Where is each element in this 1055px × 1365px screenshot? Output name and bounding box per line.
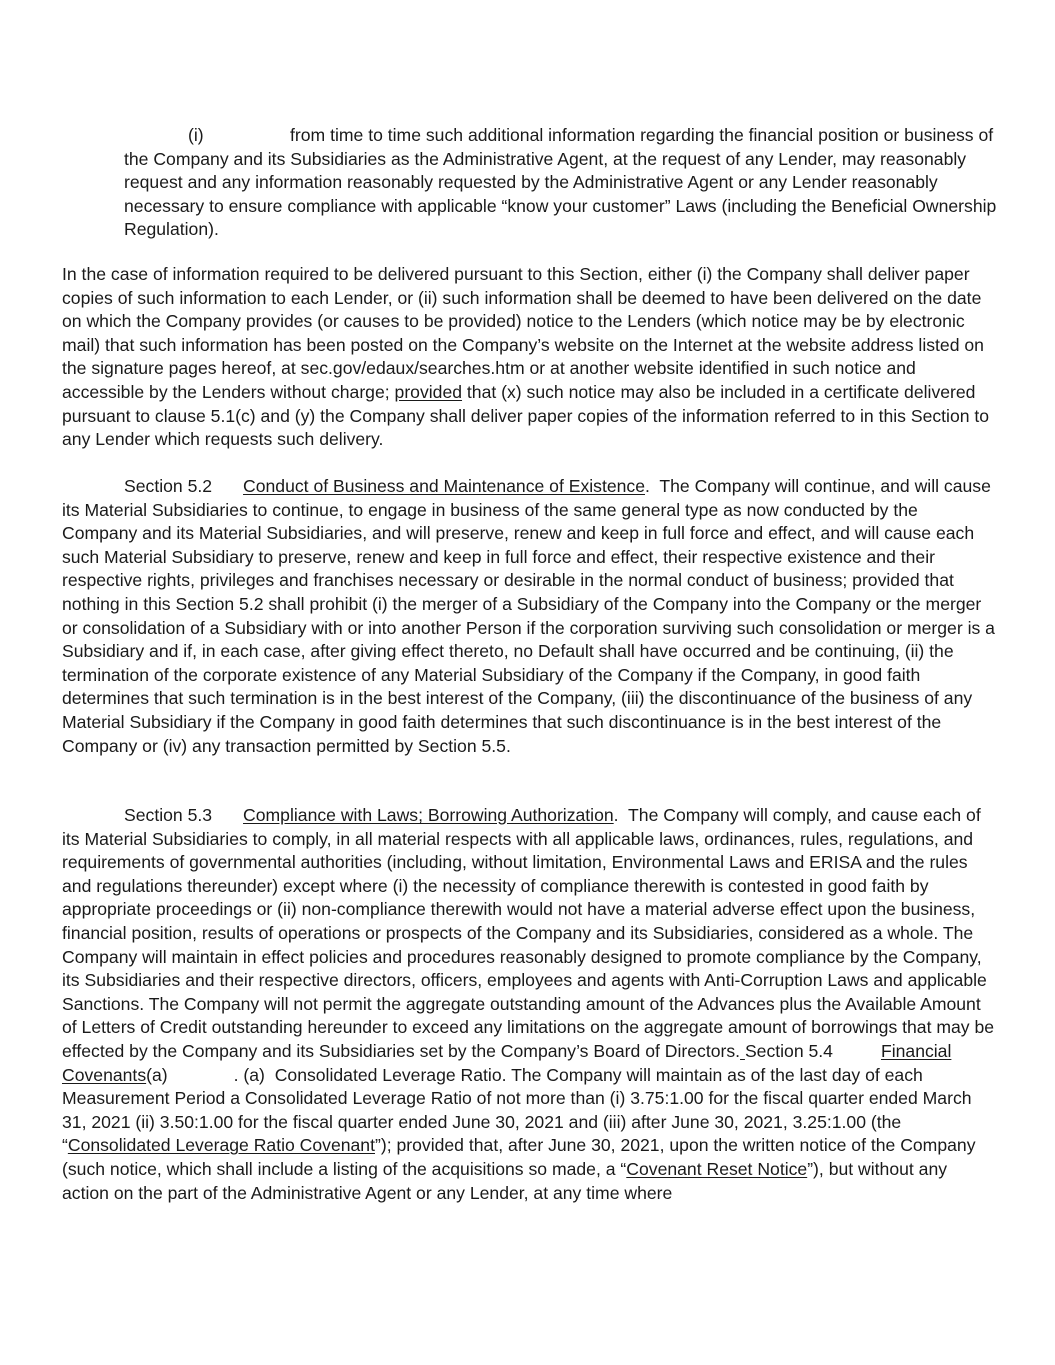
section-5-4-sub-a: (a) xyxy=(146,1064,168,1085)
section-5-4-text-2: ”); provided that, after June 30, 2021, upon the written notice of the Company (such notice, which shall include a listing of the acquisitions so made, a “ xyxy=(62,1135,976,1179)
section-heading: Compliance with Laws; Borrowing Authorization xyxy=(243,805,614,825)
section-number: Section 5.3 xyxy=(124,805,213,825)
section-5-2: Section 5.2 Conduct of Business and Maintenance of Existence. The Company will continue, and will cause its Material Subsidiaries to continue, to engage in business of the same general type as now conducted by the Company and its Material Subsidiaries, and will preserve, renew and keep in full force and effect, and will cause each such Material Subsidiary to preserve, renew and keep in full force and effect, their respective existence and their respective rights, privileges and franchises necessary or desirable in the normal conduct of business; provided that nothing in this Section 5.2 shall prohibit (i) the merger of a Subsidiary of the Company into the Company or the merger or consolidation of a Subsidiary with or into another Person if the corporation surviving such consolidation or merger is a Subsidiary and if, in each case, after giving effect thereto, no Default shall have occurred and be continuing, (ii) the termination of the corporate existence of any Material Subsidiary of the Company if the Company, in good faith determines that such termination is in the best interest of the Company, (iii) the discontinuance of the business of any Material Subsidiary if the Company in good faith determines that such discontinuance is in the best interest of the Company or (iv) any transaction permitted by Section 5.5. xyxy=(62,476,995,756)
section-body: The Company will continue, and will cause its Material Subsidiaries to continue, to engage in business of the same general type as now conducted by the Company and its Material Subsidiaries, and will preserve, renew and keep in full force and effect, and will cause each such Material Subsidiary to preserve, renew and keep in full force and effect, their respective existence and their respective rights, privileges and franchises necessary or desirable in the normal conduct of business; provided that nothing in this Section 5.2 shall prohibit (i) the merger of a Subsidiary of the Company into the Company or the merger or consolidation of a Subsidiary with or into another Person if the corporation surviving such consolidation or merger is a Subsidiary and if, in each case, after giving effect thereto, no Default shall have occurred and be continuing, (ii) the termination of the corporate existence of any Material Subsidiary of the Company if the Company, in good faith determines that such termination is in the best interest of the Company, (iii) the discontinuance of the business of any Material Subsidiary if the Company in good faith determines that such discontinuance is in the best interest of the Company or (iv) any transaction permitted by Section 5.5. xyxy=(62,476,995,756)
section-5-4-number: Section 5.4 xyxy=(744,1040,833,1061)
section-heading: Conduct of Business and Maintenance of Existence xyxy=(243,476,645,496)
section-5-4-text-3: ”), but without any action on the part of the Administrative Agent or any Lender, at any time where xyxy=(62,1158,948,1203)
delivery-paragraph xyxy=(62,263,997,452)
delivery-text-2: that (x) such notice may also be included in a certificate delivered pursuant to clause 5.1(c) and (y) the Company shall deliver paper copies of the information referred to in this Section to any Lender which requests such delivery. xyxy=(62,381,990,450)
section-5-4-heading: Financial Covenants xyxy=(62,1040,952,1085)
clause-text: from time to time such additional information regarding the financial position or business of the Company and its Subsidiaries as the Administrative Agent, at the request of any Lender, may reasonably request and any information reasonably requested by the Administrative Agent or any Lender reasonably necessary to ensure compliance with applicable “know your customer” Laws (including the Beneficial Ownership Regulation). xyxy=(124,125,997,240)
section-number: Section 5.2 xyxy=(124,476,213,496)
defined-term-leverage-covenant: Consolidated Leverage Ratio Covenant xyxy=(67,1135,375,1156)
section-5-4-text-1: Consolidated Leverage Ratio. The Company will maintain as of the last day of each Measurement Period a Consolidated Leverage Ratio of not more than (i) 3.75:1.00 for the fiscal quarter ended March 31, 2021 (ii) 3.50:1.00 for the fiscal quarter ended June 30, 2021 and (iii) after June 30, 2021, 3.25:1.00 (the “ xyxy=(62,1064,972,1156)
clause-label: (i) xyxy=(188,125,204,145)
delivery-text-1: In the case of information required to be delivered pursuant to this Section, either (i) the Company shall deliver paper copies of such information to each Lender, or (ii) such information shall be deemed to have been delivered on the date on which the Company provides (or causes to be provided) notice to the Lenders (which notice may be by electronic mail) that such information has been posted on the Company’s website on the Internet at the website address listed on the signature pages hereof, at sec.gov/edaux/searches.htm or at another website identified in such notice and accessible by the Lenders without charge; xyxy=(62,264,984,402)
provided-term: provided xyxy=(394,381,463,402)
section-5-4-sub-a-2: . (a) xyxy=(233,1064,265,1085)
defined-term-covenant-reset-notice: Covenant Reset Notice xyxy=(626,1158,808,1179)
section-5-3: Section 5.3 Compliance with Laws; Borrowing Authorization. The Company will comply, and cause each of its Material Subsidiaries to comply, in all material respects with all applicable laws, ordinances, rules, regulations, and requirements of governmental authorities (including, without limitation, Environmental Laws and ERISA and the rules and regulations thereunder) except where (i) the necessity of compliance therewith is contested in good faith by appropriate proceedings or (ii) non-compliance therewith would not have a material adverse effect upon the business, financial position, results of operations or prospects of the Company and its Subsidiaries, considered as a whole. The Company will maintain in effect policies and procedures reasonably designed to promote compliance by the Company, its Subsidiaries and their respective directors, officers, employees and agents with Anti-Corruption Laws and applicable Sanctions. The Company will not permit the aggregate outstanding amount of the Advances plus the Available Amount of Letters of Credit outstanding hereunder to exceed any limitations on the aggregate amount of borrowings that may be effected by the Company and its Subsidiaries set by the Company’s Board of Directors. Section 5.4 Financial Covenants(a) . (a) Consolidated Leverage Ratio. The Company will maintain as of the last day of each Measurement Period a Consolidated Leverage Ratio of not more than (i) 3.75:1.00 for the fiscal quarter ended March 31, 2021 (ii) 3.50:1.00 for the fiscal quarter ended June 30, 2021 and (iii) after June 30, 2021, 3.25:1.00 (the “Consolidated Leverage Ratio Covenant”); provided that, after June 30, 2021, upon the written notice of the Company (such notice, which shall include a listing of the acquisitions so made, a “Covenant Reset Notice”), but without any action on the part of the Administrative Agent or any Lender, at any time where xyxy=(62,805,995,1203)
section-body: The Company will comply, and cause each of its Material Subsidiaries to comply, in all material respects with all applicable laws, ordinances, rules, regulations, and requirements of governmental authorities (including, without limitation, Environmental Laws and ERISA and the rules and regulations thereunder) except where (i) the necessity of compliance therewith is contested in good faith by appropriate proceedings or (ii) non-compliance therewith would not have a material adverse effect upon the business, financial position, results of operations or prospects of the Company and its Subsidiaries, considered as a whole. The Company will maintain in effect policies and procedures reasonably designed to promote compliance by the Company, its Subsidiaries and their respective directors, officers, employees and agents with Anti-Corruption Laws and applicable Sanctions. The Company will not permit the aggregate outstanding amount of the Advances plus the Available Amount of Letters of Credit outstanding hereunder to exceed any limitations on the aggregate amount of borrowings that may be effected by the Company and its Subsidiaries set by the Company’s Board of Directors. xyxy=(62,805,995,1061)
clause-i xyxy=(124,124,1004,242)
